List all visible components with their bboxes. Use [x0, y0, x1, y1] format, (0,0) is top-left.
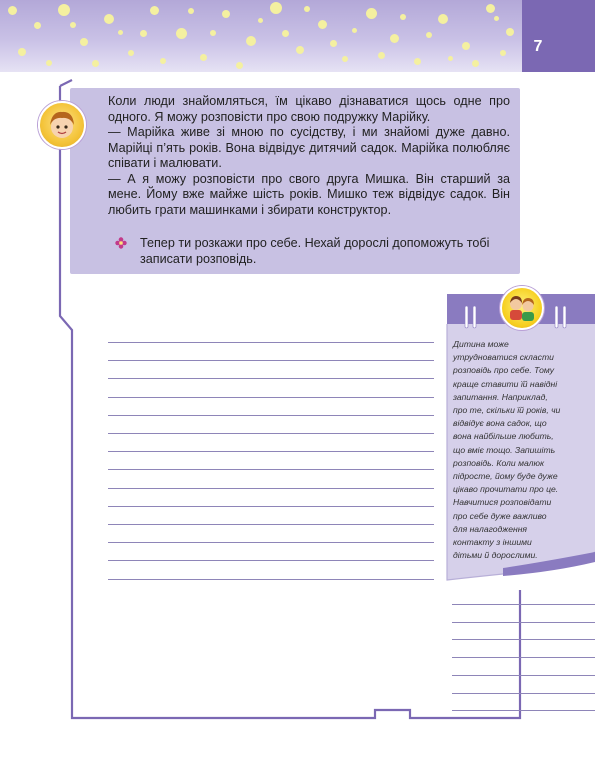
decorative-dot [176, 28, 187, 39]
writing-line [108, 433, 434, 434]
writing-line [108, 415, 434, 416]
intro-paragraph: Коли люди знайомляться, їм цікаво дізнаватися щось одне про одного. Я можу розповісти про свою подружку Марійку. [108, 94, 510, 124]
intro-text [108, 94, 510, 218]
decorative-dot [8, 6, 17, 15]
writing-line [452, 657, 595, 658]
decorative-dot [80, 38, 88, 46]
intro-paragraph: — А я можу розповісти про свого друга Мишка. Він старший за мене. Йому вже майже шість років. Мишко теж відвідує садок. Він любить грати машинками і збирати конструктор. [108, 171, 510, 217]
decorative-dot [500, 50, 506, 56]
writing-line [108, 469, 434, 470]
writing-line [452, 639, 595, 640]
decorative-dot [462, 42, 470, 50]
writing-line [452, 675, 595, 676]
decorative-dot [438, 14, 448, 24]
decorative-dot [494, 16, 499, 21]
decorative-dot [304, 6, 310, 12]
decorative-dot [270, 2, 282, 14]
writing-line [108, 524, 434, 525]
writing-line [452, 693, 595, 694]
decorative-dot [318, 20, 327, 29]
decorative-dot [140, 30, 147, 37]
decorative-dot [236, 62, 243, 69]
decorative-dot [58, 4, 70, 16]
intro-paragraph: — Марійка живе зі мною по сусідству, і ми знайомі дуже давно. Марійці п’ять років. Вона відвідує дитячий садок. Марійка полюбляє співати і малювати. [108, 125, 510, 170]
decorative-dot [352, 28, 357, 33]
decorative-dot [486, 4, 495, 13]
decorative-dot [104, 14, 114, 24]
decorative-dot [128, 50, 134, 56]
writing-line [108, 397, 434, 398]
decorative-dot [342, 56, 348, 62]
writing-line [108, 560, 434, 561]
decorative-dot [506, 28, 514, 36]
parent-note-text: Дитина може утрудноватися скласти розповідь про себе. Тому краще ставити їй навідні запитання. Наприклад, про те, скільки їй років, чи відвідує вона садок, що вона найбільше любить, що вміє тощо. Запишіть розповідь. Коли малюк підросте, йому буде дуже цікаво прочитати про це. Навчитися розповідати про себе дуже важливо для налагодження контакту з іншими дітьми й дорослими. [453, 339, 561, 561]
decorative-dot [18, 48, 26, 56]
decorative-dot [390, 34, 399, 43]
decorative-dot [118, 30, 123, 35]
decorative-dot [210, 30, 216, 36]
decorative-dot [282, 30, 289, 37]
decorative-dot [188, 8, 194, 14]
decorative-dot [400, 14, 406, 20]
writing-line [108, 342, 434, 343]
writing-line [108, 506, 434, 507]
header-dotted-band [0, 0, 522, 72]
decorative-dot [34, 22, 41, 29]
decorative-dot [330, 40, 337, 47]
decorative-dot [378, 52, 385, 59]
decorative-dot [160, 58, 166, 64]
task-text: Тепер ти розкажи про себе. Нехай дорослі допоможуть тобі записати розповідь. [140, 236, 490, 266]
decorative-dot [150, 6, 159, 15]
boy-avatar-icon [38, 101, 86, 149]
decorative-dot [426, 32, 432, 38]
page-number-tab [522, 0, 595, 72]
writing-line [108, 451, 434, 452]
decorative-dot [70, 22, 76, 28]
parents-avatar-icon [500, 286, 544, 330]
writing-line [108, 542, 434, 543]
writing-line [452, 710, 595, 711]
decorative-dot [296, 46, 304, 54]
writing-line [452, 604, 595, 605]
decorative-dot [246, 36, 256, 46]
flower-bullet-icon [115, 237, 127, 249]
writing-line [452, 622, 595, 623]
writing-line [108, 360, 434, 361]
writing-line [108, 488, 434, 489]
decorative-dot [258, 18, 263, 23]
task-row [115, 236, 510, 267]
decorative-dot [472, 60, 479, 67]
decorative-dot [200, 54, 207, 61]
writing-line [108, 579, 434, 580]
writing-line [108, 378, 434, 379]
decorative-dot [366, 8, 377, 19]
page-number: 7 [533, 38, 543, 55]
decorative-dot [46, 60, 52, 66]
decorative-dot [414, 58, 421, 65]
decorative-dot [92, 60, 99, 67]
decorative-dot [222, 10, 230, 18]
decorative-dot [448, 56, 453, 61]
